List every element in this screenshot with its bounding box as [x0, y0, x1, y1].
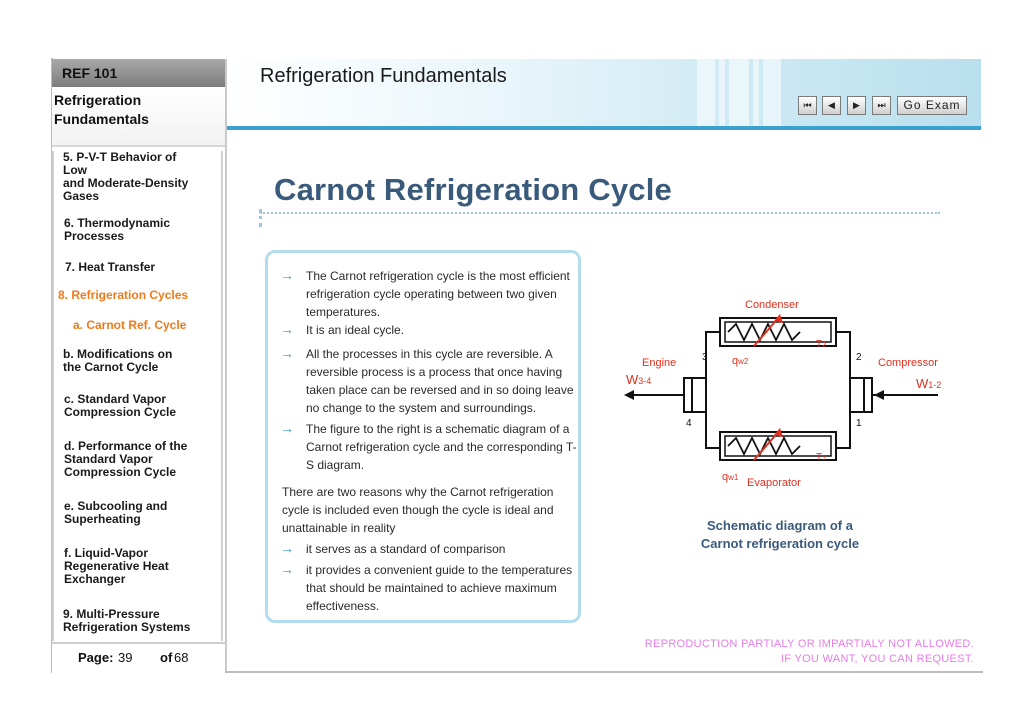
bullet-text: taken place can be reversed and in so doing leave — [306, 383, 574, 397]
compressor-work-arrowhead — [874, 390, 884, 400]
toc-item-pvt-behavior[interactable]: 5. P-V-T Behavior of Low and Moderate-Density Gases — [63, 150, 189, 203]
title-divider-mark — [259, 209, 269, 227]
bullet-text: Carnot refrigeration cycle and the corresponding T- — [306, 440, 577, 454]
content-title: Carnot Refrigeration Cycle — [274, 172, 672, 207]
diagram-caption — [690, 517, 870, 553]
qw1-subscript: w1 — [728, 473, 739, 482]
watermark-line2: IF YOU WANT, YOU CAN REQUEST. — [780, 653, 974, 665]
state-4-label: 4 — [686, 418, 692, 429]
arrow-left-icon: ◀ — [828, 100, 835, 110]
arrow-right-icon: → — [280, 561, 294, 577]
course-title — [52, 89, 225, 147]
w12-label — [916, 376, 941, 391]
w34-symbol: W — [626, 372, 639, 387]
qw1-symbol: q — [722, 471, 729, 483]
w34-subscript: 3-4 — [638, 376, 652, 386]
w34-label — [626, 372, 651, 387]
header-stripe — [763, 59, 781, 129]
table-of-contents — [52, 151, 223, 641]
qw2-symbol: q — [732, 355, 739, 367]
bullet-text: reversible process is a process that once having — [306, 365, 563, 379]
t2-symbol: T — [816, 339, 823, 350]
caption-line2: Carnot refrigeration cycle — [700, 536, 860, 551]
t1-subscript: 1 — [822, 455, 827, 462]
sidebar — [52, 59, 227, 671]
engine-cylinder — [684, 378, 706, 412]
engine-label: Engine — [642, 357, 677, 369]
header-stripe — [697, 59, 715, 129]
page-label: Page: — [78, 650, 114, 665]
page-title: Refrigeration Fundamentals — [260, 65, 507, 87]
toc-item-modifications-carnot[interactable]: b. Modifications on the Carnot Cycle — [63, 347, 173, 374]
last-page-button[interactable] — [872, 96, 891, 115]
page-current: 39 — [118, 650, 133, 665]
arrow-right-icon: → — [280, 345, 294, 361]
header-bar — [227, 59, 981, 129]
toc-item-carnot-ref-cycle[interactable]: a. Carnot Ref. Cycle — [73, 318, 187, 332]
toc-item-performance-standard-vapor[interactable]: d. Performance of the Standard Vapor Compression Cycle — [64, 439, 188, 479]
condenser-label: Condenser — [745, 299, 799, 311]
w12-subscript: 1-2 — [928, 380, 942, 390]
compressor-label: Compressor — [878, 357, 938, 369]
arrow-right-icon: → — [280, 540, 294, 556]
arrow-right-icon: → — [280, 321, 294, 337]
course-title-line1: Refrigeration — [54, 92, 142, 108]
compressor-cylinder — [850, 378, 872, 412]
toc-item-subcooling-superheating[interactable]: e. Subcooling and Superheating — [64, 499, 168, 526]
toc-item-liquid-vapor-exchanger[interactable]: f. Liquid-Vapor Regenerative Heat Exchanger — [64, 546, 169, 586]
w12-symbol: W — [916, 376, 929, 391]
t2-subscript: 2 — [822, 342, 827, 349]
skip-back-icon: ⏮ — [803, 100, 812, 110]
page-total: 68 — [174, 650, 189, 665]
bullet-text: refrigeration cycle operating between two given — [306, 287, 557, 301]
bullet-text: that should be maintained to achieve maximum — [306, 581, 557, 595]
watermark-line1: REPRODUCTION PARTIALY OR IMPARTIALY NOT ALLOWED. — [644, 638, 974, 650]
paragraph-text: There are two reasons why the Carnot refrigeration — [282, 485, 554, 499]
next-page-button[interactable] — [847, 96, 866, 115]
arrow-right-icon: → — [280, 267, 294, 283]
header-stripe — [719, 59, 725, 129]
caption-line1: Schematic diagram of a — [707, 518, 853, 533]
arrow-right-icon: ▶ — [853, 100, 860, 110]
evaporator-label: Evaporator — [747, 477, 801, 489]
arrow-right-icon: → — [280, 420, 294, 436]
header-stripe — [753, 59, 759, 129]
text-panel — [265, 250, 581, 623]
t1-symbol: T — [816, 452, 823, 463]
first-page-button[interactable] — [798, 96, 817, 115]
course-code: REF 101 — [52, 59, 225, 87]
state-1-label: 1 — [856, 418, 862, 429]
qw2-label — [732, 355, 749, 367]
bullet-text: no change to the system and surroundings. — [306, 401, 537, 415]
toc-item-heat-transfer[interactable]: 7. Heat Transfer — [65, 260, 156, 274]
state-3-label: 3 — [702, 352, 708, 363]
header-stripe — [729, 59, 749, 129]
page-of-label: of — [160, 650, 173, 665]
toc-item-refrigeration-cycles[interactable]: 8. Refrigeration Cycles — [58, 288, 189, 302]
bullet-text: effectiveness. — [306, 599, 380, 613]
toc-item-standard-vapor-compression[interactable]: c. Standard Vapor Compression Cycle — [64, 392, 177, 419]
paragraph-text: unattainable in reality — [282, 521, 396, 535]
skip-forward-icon: ⏭ — [877, 100, 886, 110]
engine-work-arrowhead — [624, 390, 634, 400]
prev-page-button[interactable] — [822, 96, 841, 115]
bullet-text: It is an ideal cycle. — [306, 323, 405, 337]
bullet-text: The Carnot refrigeration cycle is the most efficient — [306, 269, 570, 283]
page-indicator — [52, 642, 225, 673]
qw1-label — [722, 471, 739, 483]
carnot-schematic-diagram — [620, 290, 960, 500]
header-divider — [227, 126, 981, 130]
bullet-text: The figure to the right is a schematic diagram of a — [306, 422, 570, 436]
course-title-line2: Fundamentals — [54, 111, 149, 127]
title-divider — [260, 212, 940, 214]
bullet-text: temperatures. — [306, 305, 381, 319]
state-2-label: 2 — [856, 352, 862, 363]
qw2-subscript: w2 — [738, 357, 749, 366]
bullet-text: S diagram. — [306, 458, 365, 472]
bullet-text: it provides a convenient guide to the temperatures — [306, 563, 573, 577]
toc-item-thermodynamic-processes[interactable]: 6. Thermodynamic Processes — [64, 216, 171, 243]
toc-item-multi-pressure[interactable]: 9. Multi-Pressure Refrigeration Systems — [63, 607, 191, 634]
bullet-text: All the processes in this cycle are reversible. A — [306, 347, 553, 361]
paragraph-text: cycle is included even though the cycle is ideal and — [282, 503, 554, 517]
copyright-watermark — [645, 637, 974, 667]
go-exam-button[interactable]: Go Exam — [897, 96, 967, 115]
bullet-text: it serves as a standard of comparison — [306, 542, 506, 556]
